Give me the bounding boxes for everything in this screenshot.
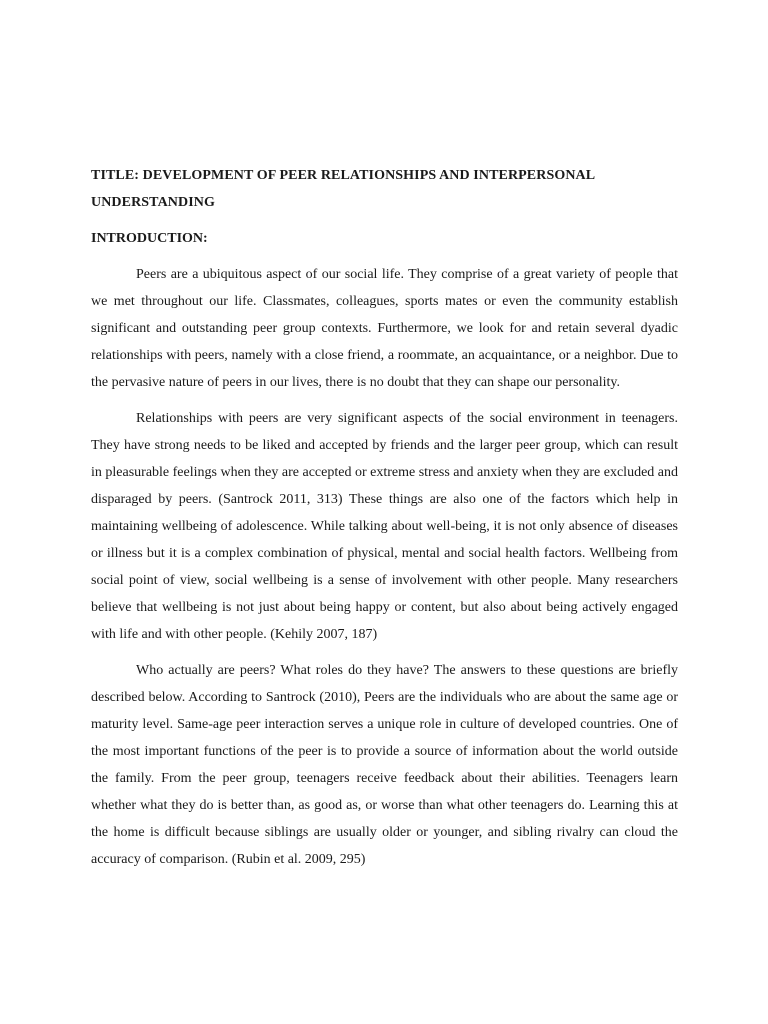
document-title: TITLE: DEVELOPMENT OF PEER RELATIONSHIPS AND INTERPERSONAL UNDERSTANDING [91,168,595,210]
section-heading-introduction: INTRODUCTION: [91,231,208,246]
paragraph-2: Relationships with peers are very significant aspects of the social environment in teenagers. They have strong needs to be liked and accepted by friends and the larger peer group, which can result in pleasurable feelings when they are accepted or extreme stress and anxiety when they are excluded and disparaged by peers. (Santrock 2011, 313) These things are also one of the factors which help in maintaining wellbeing of adolescence. While talking about well-being, it is not only absence of diseases or illness but it is a complex combination of physical, mental and social health factors. Wellbeing from social point of view, social wellbeing is a sense of involvement with other people. Many researchers believe that wellbeing is not just about being happy or content, but also about being actively engaged with life and with other people. (Kehily 2007, 187) [91,411,678,642]
document-body [91,162,678,882]
paragraph-3: Who actually are peers? What roles do they have? The answers to these questions are briefly described below. According to Santrock (2010), Peers are the individuals who are about the same age or maturity level. Same-age peer interaction serves a unique role in culture of developed countries. One of the most important functions of the peer is to provide a source of information about the world outside the family. From the peer group, teenagers receive feedback about their abilities. Teenagers learn whether what they do is better than, as good as, or worse than what other teenagers do. Learning this at the home is difficult because siblings are usually older or younger, and sibling rivalry can cloud the accuracy of comparison. (Rubin et al. 2009, 295) [91,663,678,867]
paragraph-1: Peers are a ubiquitous aspect of our social life. They comprise of a great variety of people that we met throughout our life. Classmates, colleagues, sports mates or even the community establish significant and outstanding peer group contexts. Furthermore, we look for and retain several dyadic relationships with peers, namely with a close friend, a roommate, an acquaintance, or a neighbor. Due to the pervasive nature of peers in our lives, there is no doubt that they can shape our personality. [91,267,678,390]
